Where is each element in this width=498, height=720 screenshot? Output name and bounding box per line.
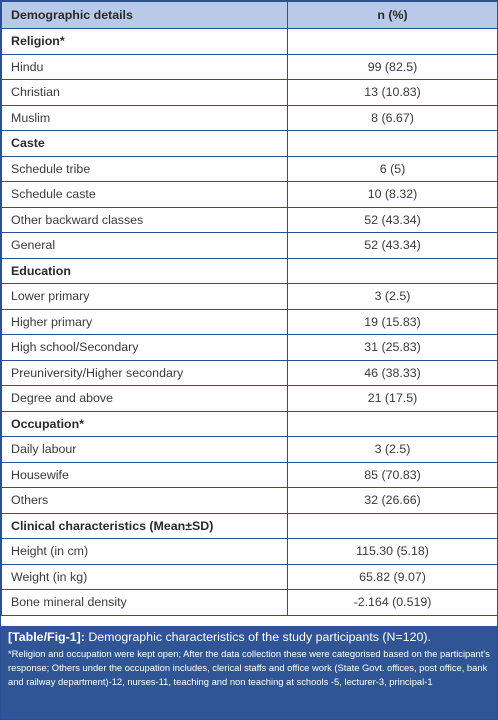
row-value: 115.30 (5.18) [288,539,498,565]
row-value: 99 (82.5) [288,54,498,80]
row-label: Hindu [2,54,288,80]
table-row [2,488,498,514]
row-label: Preuniversity/Higher secondary [2,360,288,386]
row-label: Schedule caste [2,182,288,208]
row-label: Lower primary [2,284,288,310]
row-value: 10 (8.32) [288,182,498,208]
row-value: 3 (2.5) [288,284,498,310]
row-value: 3 (2.5) [288,437,498,463]
table-row [2,156,498,182]
row-label: General [2,233,288,259]
header-row [2,2,498,29]
section-empty-cell [288,513,498,539]
row-label: Schedule tribe [2,156,288,182]
row-label: Other backward classes [2,207,288,233]
row-label: Muslim [2,105,288,131]
table-row [2,309,498,335]
row-label: Housewife [2,462,288,488]
table-row [2,233,498,259]
row-value: 6 (5) [288,156,498,182]
row-value: 19 (15.83) [288,309,498,335]
table-row [2,80,498,106]
row-label: Degree and above [2,386,288,412]
table-row [2,590,498,616]
row-value: 65.82 (9.07) [288,564,498,590]
section-title: Religion* [2,29,288,55]
table-row [2,437,498,463]
row-value: 31 (25.83) [288,335,498,361]
caption-title-text: Demographic characteristics of the study participants (N=120). [88,630,431,644]
row-label: Daily labour [2,437,288,463]
section-title: Clinical characteristics (Mean±SD) [2,513,288,539]
row-value: -2.164 (0.519) [288,590,498,616]
section-header-row [2,258,498,284]
table-row [2,284,498,310]
row-value: 52 (43.34) [288,207,498,233]
table-row [2,360,498,386]
row-value: 46 (38.33) [288,360,498,386]
row-value: 85 (70.83) [288,462,498,488]
caption-tag: [Table/Fig-1]: [8,630,85,644]
caption-footnote: *Religion and occupation were kept open; After the data collection these were categorised based on the participant's response; Others under the occupation includes, clerical staffs and office work (State Govt. offices, post office, bank and railway department)-12, nurses-11, teaching and non teaching at schools -5, lecturer-3, principal-1 [8,648,490,687]
row-label: Higher primary [2,309,288,335]
row-value: 13 (10.83) [288,80,498,106]
section-empty-cell [288,29,498,55]
row-label: Others [2,488,288,514]
table-row [2,182,498,208]
section-empty-cell [288,131,498,157]
row-label: High school/Secondary [2,335,288,361]
row-label: Christian [2,80,288,106]
section-title: Education [2,258,288,284]
table-body [2,29,498,616]
table-caption [1,626,497,719]
section-header-row [2,513,498,539]
section-empty-cell [288,258,498,284]
row-value: 52 (43.34) [288,233,498,259]
table-row [2,105,498,131]
row-value: 8 (6.67) [288,105,498,131]
caption-title [8,629,491,646]
table-row [2,539,498,565]
table-row [2,54,498,80]
header-n-percent: n (%) [288,2,498,29]
table-row [2,564,498,590]
section-title: Caste [2,131,288,157]
table-row [2,462,498,488]
row-value: 21 (17.5) [288,386,498,412]
table-row [2,335,498,361]
section-empty-cell [288,411,498,437]
demographics-table [1,1,498,616]
row-label: Weight (in kg) [2,564,288,590]
section-header-row [2,29,498,55]
section-title: Occupation* [2,411,288,437]
section-header-row [2,411,498,437]
section-header-row [2,131,498,157]
header-demographic-details: Demographic details [2,2,288,29]
row-value: 32 (26.66) [288,488,498,514]
row-label: Bone mineral density [2,590,288,616]
row-label: Height (in cm) [2,539,288,565]
table-row [2,207,498,233]
table-row [2,386,498,412]
